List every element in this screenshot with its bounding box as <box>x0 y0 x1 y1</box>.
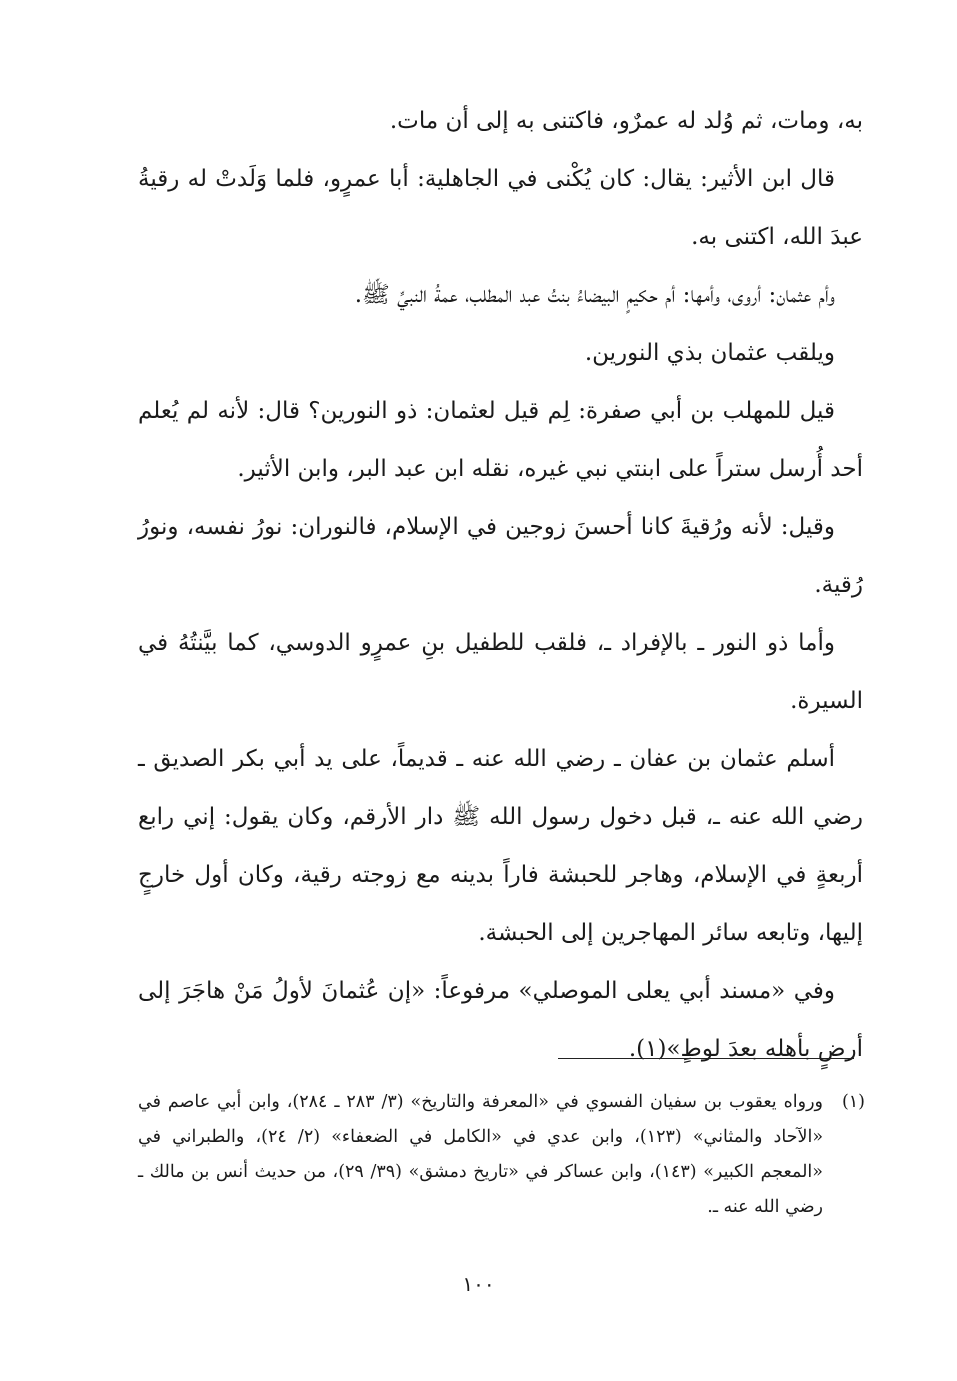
footnote-number: (١) <box>841 1092 865 1112</box>
paragraph: به، ومات، ثم وُلد له عمرٌو، فاكتنى به إلى أن مات. <box>389 108 863 134</box>
paragraph: قال ابن الأثير: يقال: كان يُكْنى في الجاهلية: أبا عمرٍو، فلما وَلَدتْ له رقيةُ عبدَ الله، اكتنى به. <box>138 166 863 250</box>
footnote <box>138 1085 865 1225</box>
paragraph: ويلقب عثمان بذي النورين. <box>584 340 835 366</box>
paragraph: أسلم عثمان بن عفان ـ رضي الله عنه ـ قديماً، على يد أبي بكر الصديق ـ رضي الله عنه ـ، قبل دخول رسول الله ﷺ دار الأرقم، وكان يقول: إني رابع أربعةٍ في الإسلام، وهاجر للحبشة فاراً بدينه مع زوجته رقية، وكان أول خارجٍ إليها، وتابعه سائر المهاجرين إلى الحبشة. <box>138 746 863 946</box>
main-text <box>138 92 863 1078</box>
footnote-text: ورواه يعقوب بن سفيان الفسوي في «المعرفة والتاريخ» (٣/ ٢٨٣ ـ ٢٨٤)، وابن أبي عاصم في «الآحاد والمثاني» (١٢٣)، وابن عدي في «الكامل في الضعفاء» (٢/ ٢٤)، والطبراني في «المعجم الكبير» (١٤٣)، وابن عساكر في «تاريخ دمشق» (٣٩/ ٢٩)، من حديث أنس بن مالك ـ رضي الله عنه ـ. <box>138 1092 824 1217</box>
paragraph: وقيل: لأنه ورُقيةَ كانا أحسنَ زوجين في الإسلام، فالنوران: نورُ نفسه، ونورُ رُقية. <box>138 514 863 598</box>
paragraph: وأم عثمان: أروى، وأمها: أم حكيمٍ البيضاءُ بنتُ عبد المطلب، عمةُ النبيِّ ﷺ. <box>354 282 835 308</box>
footnotes <box>138 1085 865 1225</box>
paragraph: وأما ذو النور ـ بالإفراد ـ، فلقب للطفيل بنِ عمرٍو الدوسي، كما بيَّنتُهُ في السيرة. <box>138 630 863 714</box>
footnote-divider <box>558 1058 854 1059</box>
paragraph: وفي «مسند أبي يعلى الموصلي» مرفوعاً: «إن عُثمانَ لأولُ مَنْ هاجَرَ إلى أرضٍ بأهله بعدَ لوطٍ»(١). <box>138 978 863 1062</box>
page-number: ١٠٠ <box>462 1272 495 1296</box>
paragraph: قيل للمهلب بن أبي صفرة: لِم قيل لعثمان: ذو النورين؟ قال: لأنه لم يُعلم أحد أُرسل ستراً على ابنتي نبي غيره، نقله ابن عبد البر، وابن الأثير. <box>138 398 863 482</box>
